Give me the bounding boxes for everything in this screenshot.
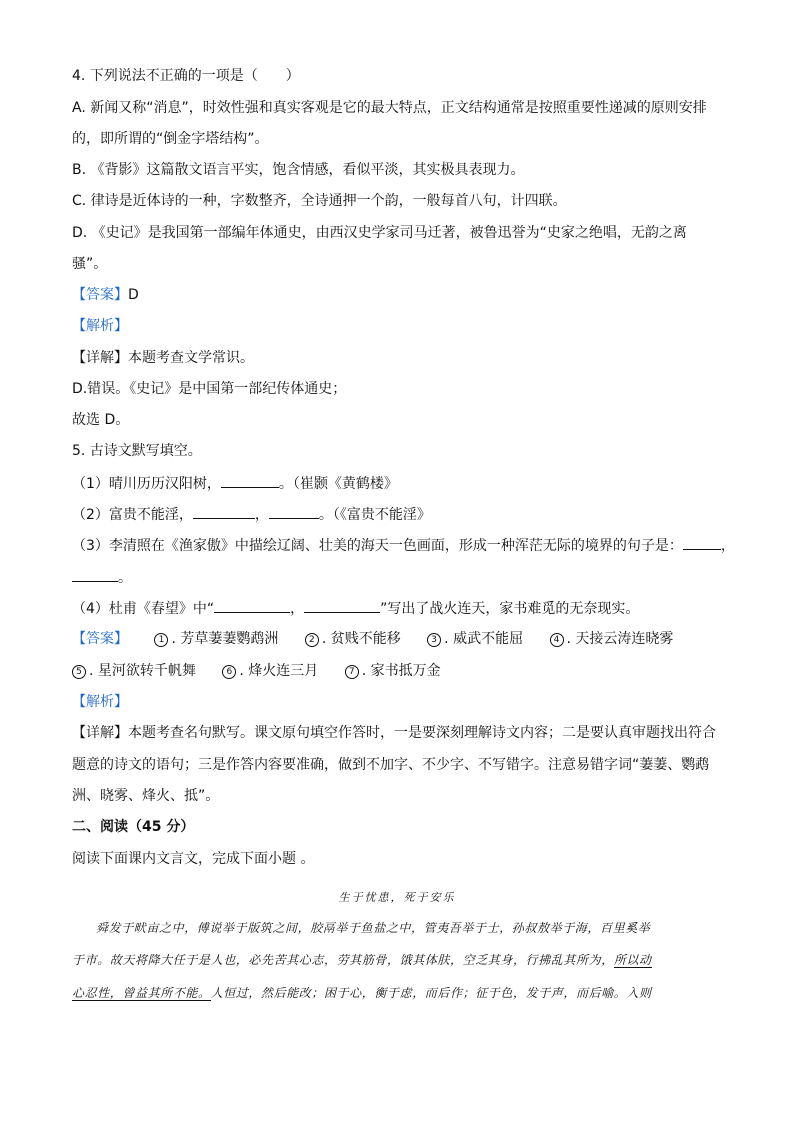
q5-item-3-text: （3）李清照在《渔家傲》中描绘辽阔、壮美的海天一色画面，形成一种浑茫无际的境界的句子是： [72,538,683,554]
q5-detail-2: 题意的诗文的语句；三是作答内容要准确，做到不加字、不少字、不写错字。注意易错字词“萋萋、鹦鹉 [72,757,710,773]
fill-blank[interactable] [72,567,118,582]
q4-choose: 故选 D。 [72,412,130,428]
q5-item-1-text: （1）晴川历历汉阳树， [72,476,221,492]
answer-item-5: 5 . 星河欲转千帆舞 [72,663,196,679]
answer-item-4: 4 . 天接云涛连晓雾 [550,631,674,647]
q5-item-2-sep: ， [254,507,269,523]
q4-stem: 4. 下列说法不正确的一项是（ ） [72,68,300,84]
q5-item-2-source: 。（《富贵不能淫》 [318,507,431,523]
q4-analysis-tag: 【解析】 [72,318,128,334]
detail-tag: 【详解】 [72,350,128,366]
answer-tag: 【答案】 [72,631,128,647]
section-intro: 阅读下面课内文言文，完成下面小题 。 [72,851,315,867]
fill-blank[interactable] [214,598,290,613]
answer-item-6: 6 . 烽火连三月 [222,663,318,679]
q5-item-3 [72,535,735,556]
q5-item-4 [72,598,732,619]
answer-item-1: 1 . 芳草萋萋鹦鹉洲 [154,631,278,647]
q4-option-a: A. 新闻又称“消息”，时效性强和真实客观是它的最大特点，正文结构通常是按照重要性递减的原则安排 [72,100,707,116]
answer-item-2: 2 . 贫贱不能移 [305,631,401,647]
q5-item-2 [72,504,732,525]
section-heading: 二、阅读（45 分） [72,819,195,835]
q5-item-4-end: ”写出了战火连天，家书难觅的无奈现实。 [380,601,640,617]
answer-item-7: 7 . 家书抵万金 [345,663,441,679]
fill-blank[interactable] [304,598,380,613]
underlined-text: 心忍性，曾益其所不能。 [72,986,211,1000]
q5-answer-row-2 [72,661,732,681]
detail-text: 本题考查名句默写。课文原句填空作答时，一是要深刻理解诗文内容；二是要认真审题找出符合 [128,725,716,741]
answer-value: D [128,287,139,303]
detail-text: 本题考查文学常识。 [128,350,254,366]
q4-answer [72,285,732,305]
detail-tag: 【详解】 [72,725,128,741]
q5-item-2-text: （2）富贵不能淫， [72,507,193,523]
q4-note: D.错误。《史记》是中国第一部纪传体通史； [72,381,347,397]
fill-blank[interactable] [193,504,255,519]
q5-item-4-text: （4）杜甫《春望》中“ [72,601,215,617]
q5-item-1 [72,473,732,494]
passage-line-3: 心忍性，曾益其所不能。人恒过，然后能改；困于心，衡于虑，而后作；征于色，发于声，而后喻。入则 [72,986,652,1000]
answer-item-3: 3 . 威武不能屈 [427,631,523,647]
q4-detail [72,348,732,368]
q4-option-a-cont: 的，即所谓的“倒金字塔结构”。 [72,131,269,147]
q5-analysis-tag: 【解析】 [72,694,128,710]
q5-answer-row-1 [72,629,732,649]
q4-option-d-cont: 骚”。 [72,256,108,272]
q4-option-b: B. 《背影》这篇散文语言平实，饱含情感，看似平淡，其实极具表现力。 [72,162,525,178]
q4-option-d: D. 《史记》是我国第一部编年体通史，由西汉史学家司马迁著，被鲁迅誉为“史家之绝唱，无韵之离 [72,225,687,241]
q5-item-3-sep: ， [720,538,735,554]
q5-item-3-end: 。 [118,570,132,586]
q5-detail-1 [72,723,732,743]
q5-stem: 5. 古诗文默写填空。 [72,443,202,459]
passage-line-1: 舜发于畎亩之中，傅说举于版筑之间，胶鬲举于鱼盐之中，管夷吾举于士，孙叔敖举于海，百里奚举 [96,921,651,935]
q5-detail-3: 洲、晓雾、烽火、抵”。 [72,788,220,804]
underlined-text: 所以动 [613,953,652,967]
fill-blank[interactable] [683,535,721,550]
q4-option-c: C. 律诗是近体诗的一种，字数整齐，全诗通押一个韵，一般每首八句，计四联。 [72,193,567,209]
passage-title: 生于忧患，死于安乐 [338,891,456,904]
answer-tag: 【答案】 [72,287,128,303]
q5-item-4-sep: ， [290,601,305,617]
fill-blank[interactable] [221,473,279,488]
q5-item-1-source: 。（崔颢《黄鹤楼》 [278,476,398,492]
q5-item-3-cont [72,567,732,588]
passage-line-2: 于市。故天将降大任于是人也，必先苦其心志，劳其筋骨，饿其体肤，空乏其身，行拂乱其所为，所以动 [72,953,652,967]
fill-blank[interactable] [269,504,319,519]
